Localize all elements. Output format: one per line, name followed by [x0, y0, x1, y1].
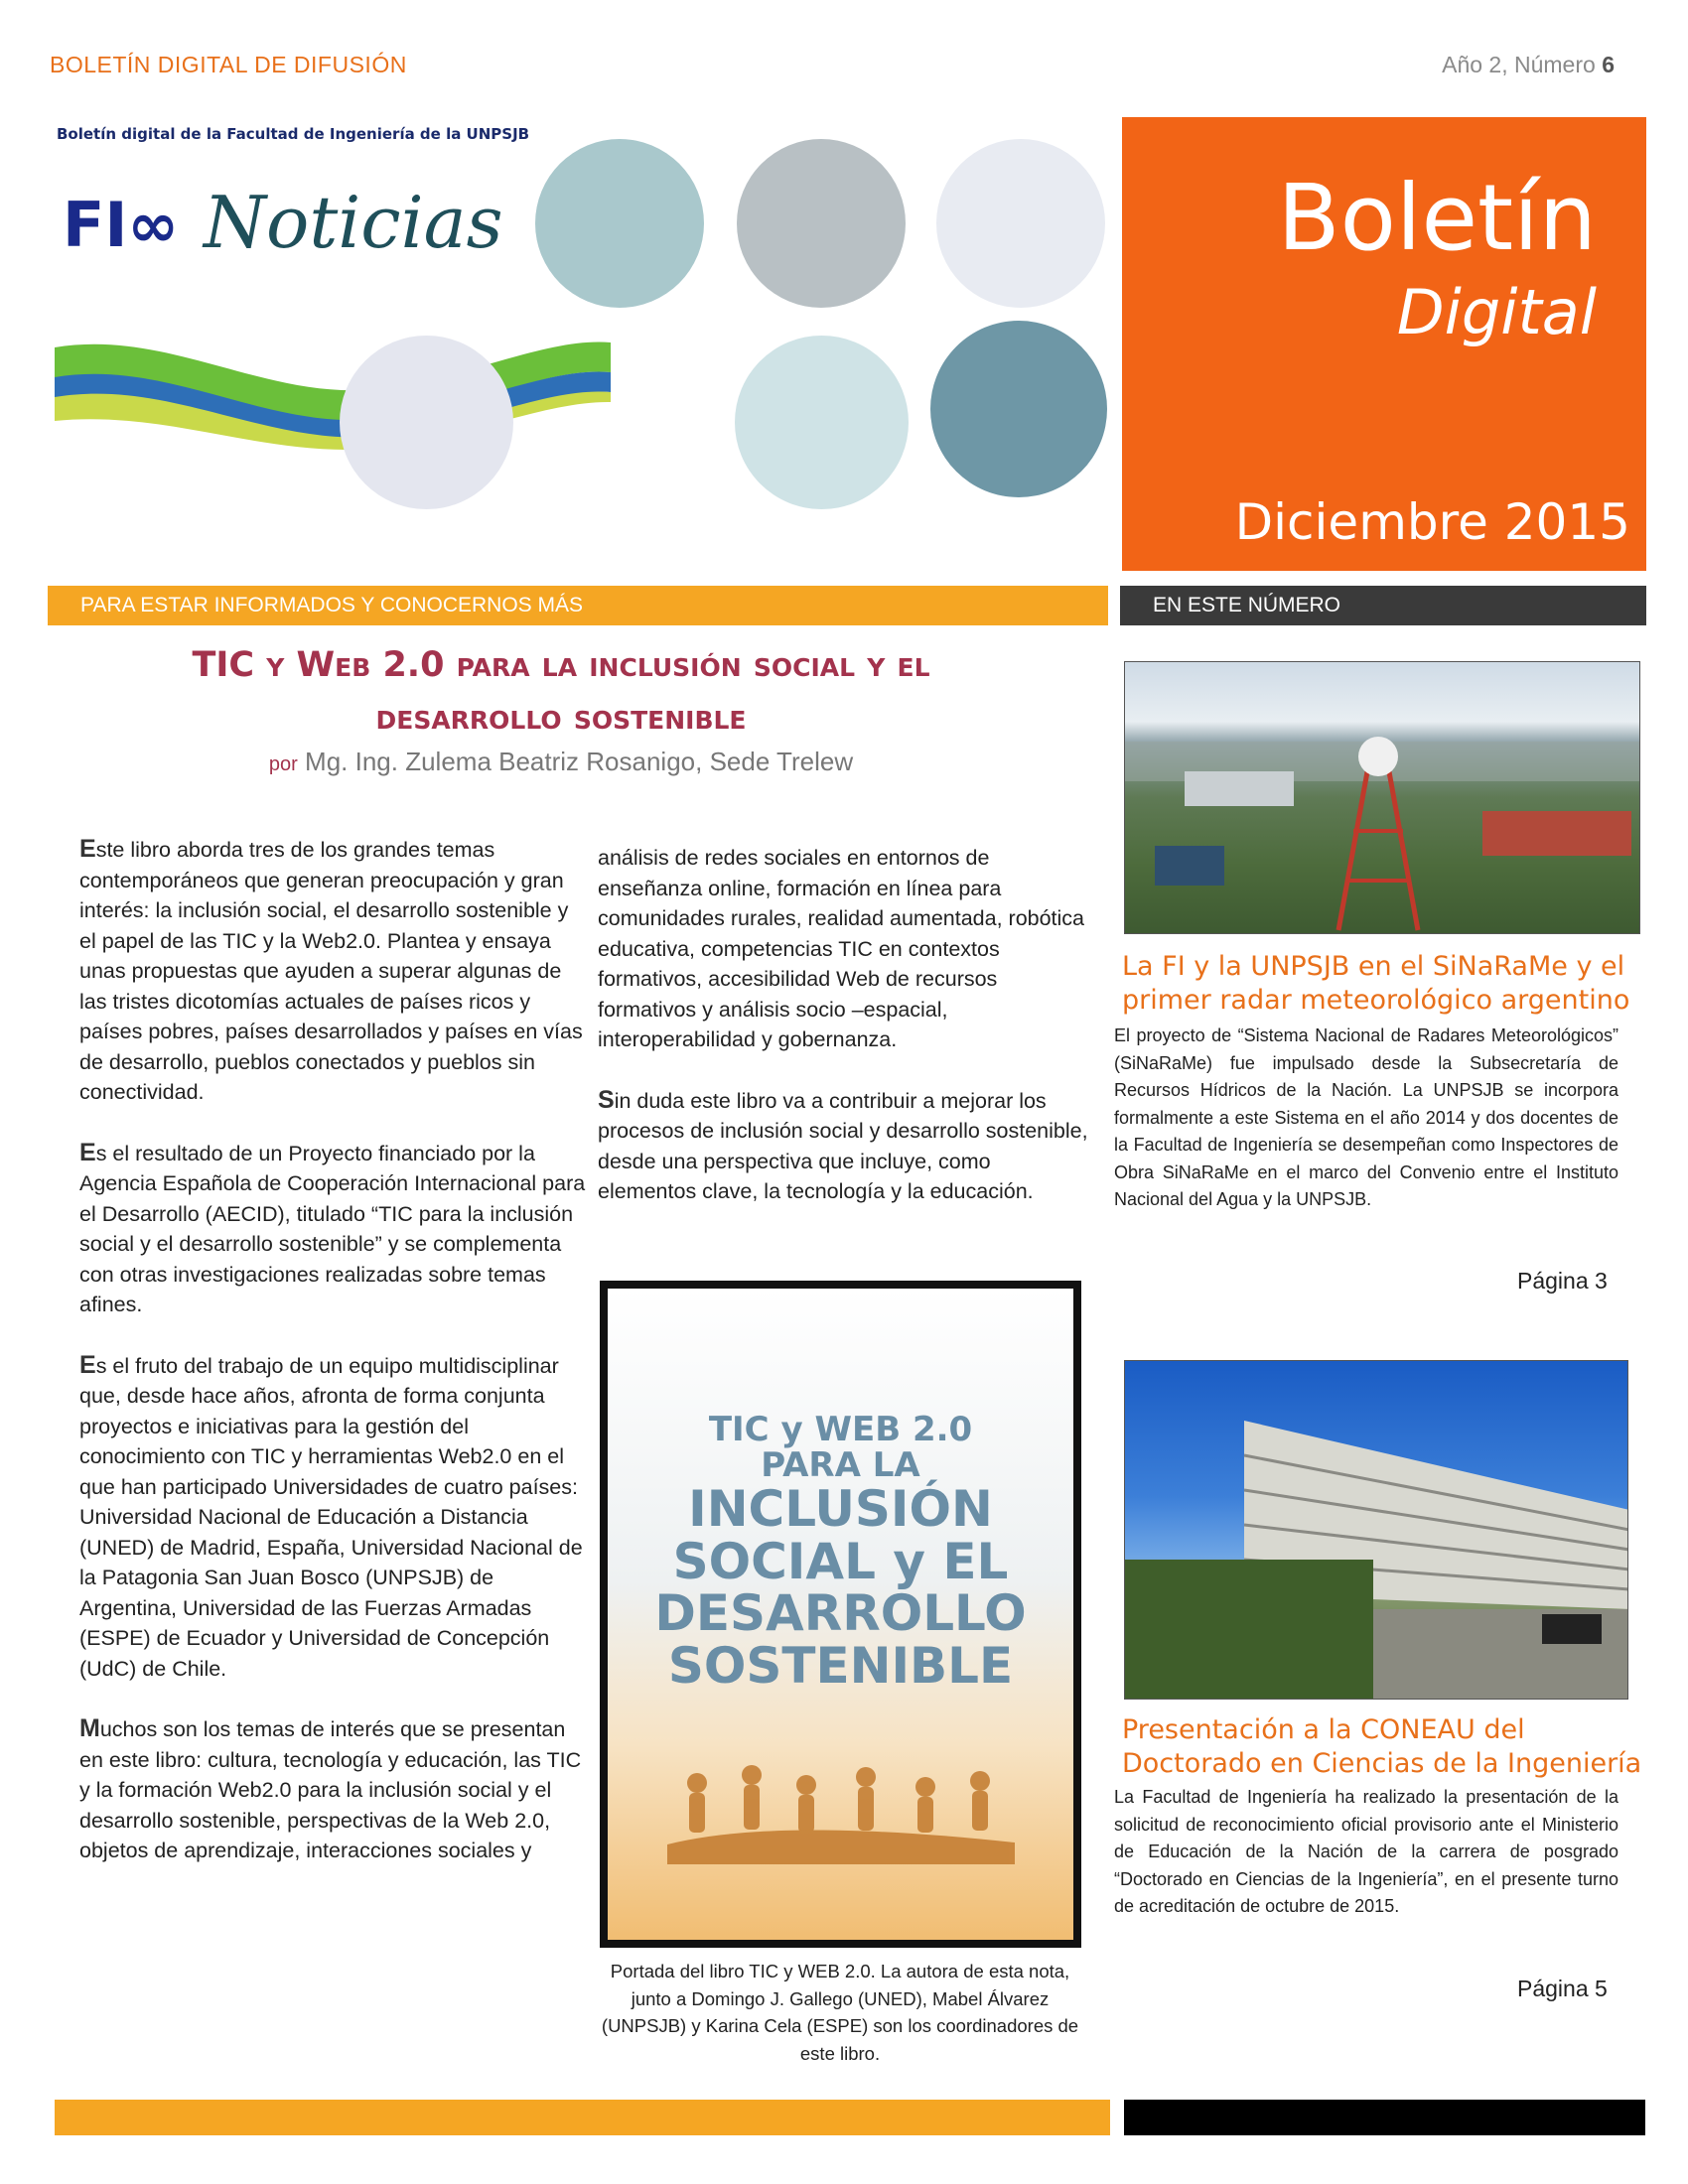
- book-line: SOCIAL y EL: [672, 1532, 1009, 1590]
- book-line: SOSTENIBLE: [667, 1636, 1014, 1695]
- decor-circle: [340, 336, 513, 509]
- issue-number: [1442, 52, 1615, 78]
- sidebar-story-1-page: Página 3: [1517, 1268, 1608, 1294]
- paragraph: Muchos son los temas de interés que se presentan en este libro: cultura, tecnología y educación, las TIC y la formación Web2.0 para la inclusión social y el desarrollo sostenible, perspectivas de la Web 2.0, objetos de aprendizaje, interacciones sociales y: [79, 1714, 582, 1862]
- book-cover-title: [608, 1410, 1073, 1695]
- logo-fi: FI∞: [63, 189, 180, 261]
- section-bar-sidebar-label: EN ESTE NÚMERO: [1153, 594, 1341, 616]
- book-caption: Portada del libro TIC y WEB 2.0. La autora de esta nota, junto a Domingo J. Gallego (UNED), Mabel Álvarez (UNPSJB) y Karina Cela (ESPE) son los coordinadores de este libro.: [601, 1961, 1079, 2064]
- masthead-subtitle: Boletín digital de la Facultad de Ingeniería de la UNPSJB: [57, 125, 530, 143]
- paragraph: análisis de redes sociales en entornos de enseñanza online, formación en línea para comunidades rurales, realidad aumentada, robótica educativa, competencias TIC en contextos formativos, accesibilidad Web de recursos formativos y análisis socio –espacial, interoperabilidad y gobernanza.: [598, 846, 1085, 1051]
- book-cover-image: [600, 1281, 1081, 1948]
- decor-circle: [936, 139, 1105, 308]
- radar-photo: [1124, 661, 1640, 934]
- decor-circle: [737, 139, 906, 308]
- book-line: TIC y WEB 2.0: [708, 1410, 973, 1449]
- sidebar-story-1-title: La FI y la UNPSJB en el SiNaRaMe y el primer radar meteorológico argentino: [1122, 951, 1630, 1016]
- paragraph: Es el resultado de un Proyecto financiado por la Agencia Española de Cooperación Internacional para el Desarrollo (AECID), titulado “TIC para la inclusión social y el desarrollo sostenible” y se complementa con otras investigaciones realizadas sobre temas afines.: [79, 1138, 586, 1316]
- article-column-1: [79, 834, 586, 1896]
- people-silhouettes-graphic: [667, 1755, 1015, 1864]
- cover-subtitle: Digital: [1396, 276, 1597, 348]
- article-column-2: [598, 842, 1089, 1237]
- book-line: DESARROLLO: [654, 1584, 1027, 1643]
- cover-date: Diciembre 2015: [1234, 493, 1630, 551]
- byline-prefix: por: [268, 753, 298, 775]
- decor-circle: [535, 139, 704, 308]
- radar-tower-graphic: [1125, 662, 1640, 934]
- decor-circle: [735, 336, 909, 509]
- paragraph: Sin duda este libro va a contribuir a mejorar los procesos de inclusión social y desarrollo sostenible, desde una perspectiva que incluye, como elementos clave, la tecnología y la educación.: [598, 1085, 1088, 1203]
- cover-title: Boletín: [1277, 165, 1597, 271]
- issue-prefix: Año 2, Número: [1442, 52, 1596, 77]
- wave-graphic: [55, 318, 611, 467]
- cover-box: [1122, 117, 1646, 571]
- article-byline: [99, 747, 1023, 777]
- byline-author: Mg. Ing. Zulema Beatriz Rosanigo, Sede Trelew: [305, 747, 854, 776]
- sidebar-story-2-page: Página 5: [1517, 1976, 1608, 2001]
- issue-value: 6: [1602, 52, 1615, 77]
- section-bar-main-label: PARA ESTAR INFORMADOS Y CONOCERNOS MÁS: [80, 594, 584, 616]
- section-bar-main: [48, 586, 1108, 625]
- newsletter-label: BOLETÍN DIGITAL DE DIFUSIÓN: [50, 52, 407, 77]
- book-line: INCLUSIÓN: [688, 1480, 993, 1539]
- sidebar-story-1-text: El proyecto de “Sistema Nacional de Radares Meteorológicos” (SiNaRaMe) fue impulsado desde la Subsecretaría de Recursos Hídricos de la Nación. La UNPSJB se incorpora formalmente a este Sistema en el año 2014 y dos docentes de la Facultad de Ingeniería se desempeñan como Inspectores de Obra SiNaRaMe en el marco del Convenio entre el Instituto Nacional del Agua y la UNPSJB.: [1114, 1025, 1618, 1209]
- decor-circle: [930, 321, 1107, 497]
- footer-bar-right: [1124, 2100, 1645, 2135]
- footer-bar-left: [55, 2100, 1110, 2135]
- sidebar-story-2-title: Presentación a la CONEAU del Doctorado en Ciencias de la Ingeniería: [1122, 1714, 1642, 1779]
- book-line: PARA LA: [761, 1444, 920, 1485]
- paragraph: Es el fruto del trabajo de un equipo multidisciplinar que, desde hace años, afronta de forma conjunta proyectos e iniciativas para la gestión del conocimiento con TIC y herramientas Web2.0 en el que han participado Universidades de cuatro países: Universidad Nacional de Educación a Distancia (UNED) de Madrid, España, Universidad Nacional de la Patagonia San Juan Bosco (UNPSJB) de Argentina, Universidad de las Fuerzas Armadas (ESPE) de Ecuador y Universidad de Concepción (UdC) de Chile.: [79, 1350, 583, 1681]
- masthead: [55, 119, 1107, 496]
- paragraph: Este libro aborda tres de los grandes temas contemporáneos que generan preocupación y gran interés: la inclusión social, el desarrollo sostenible y el papel de las TIC y la Web2.0. Plantea y ensaya unas propuestas que ayuden a superar algunas de las tristes dicotomías actuales de países ricos y países pobres, países desarrollados y países en vías de desarrollo, pueblos conectados y pueblos sin conectividad.: [79, 835, 583, 1104]
- building-photo: [1124, 1360, 1628, 1700]
- logo-noticias: Noticias: [204, 181, 503, 264]
- article-title: TIC y Web 2.0 para la inclusión social y el desarrollo sostenible: [192, 645, 930, 738]
- building-graphic: [1125, 1361, 1628, 1700]
- sidebar-story-2-text: La Facultad de Ingeniería ha realizado la presentación de la solicitud de reconocimiento oficial provisorio ante el Ministerio de Educación de la Nación de la carrera de posgrado “Doctorado en Ciencias de la Ingeniería”, en el presente turno de acreditación de octubre de 2015.: [1114, 1787, 1618, 1916]
- section-bar-sidebar: [1120, 586, 1646, 625]
